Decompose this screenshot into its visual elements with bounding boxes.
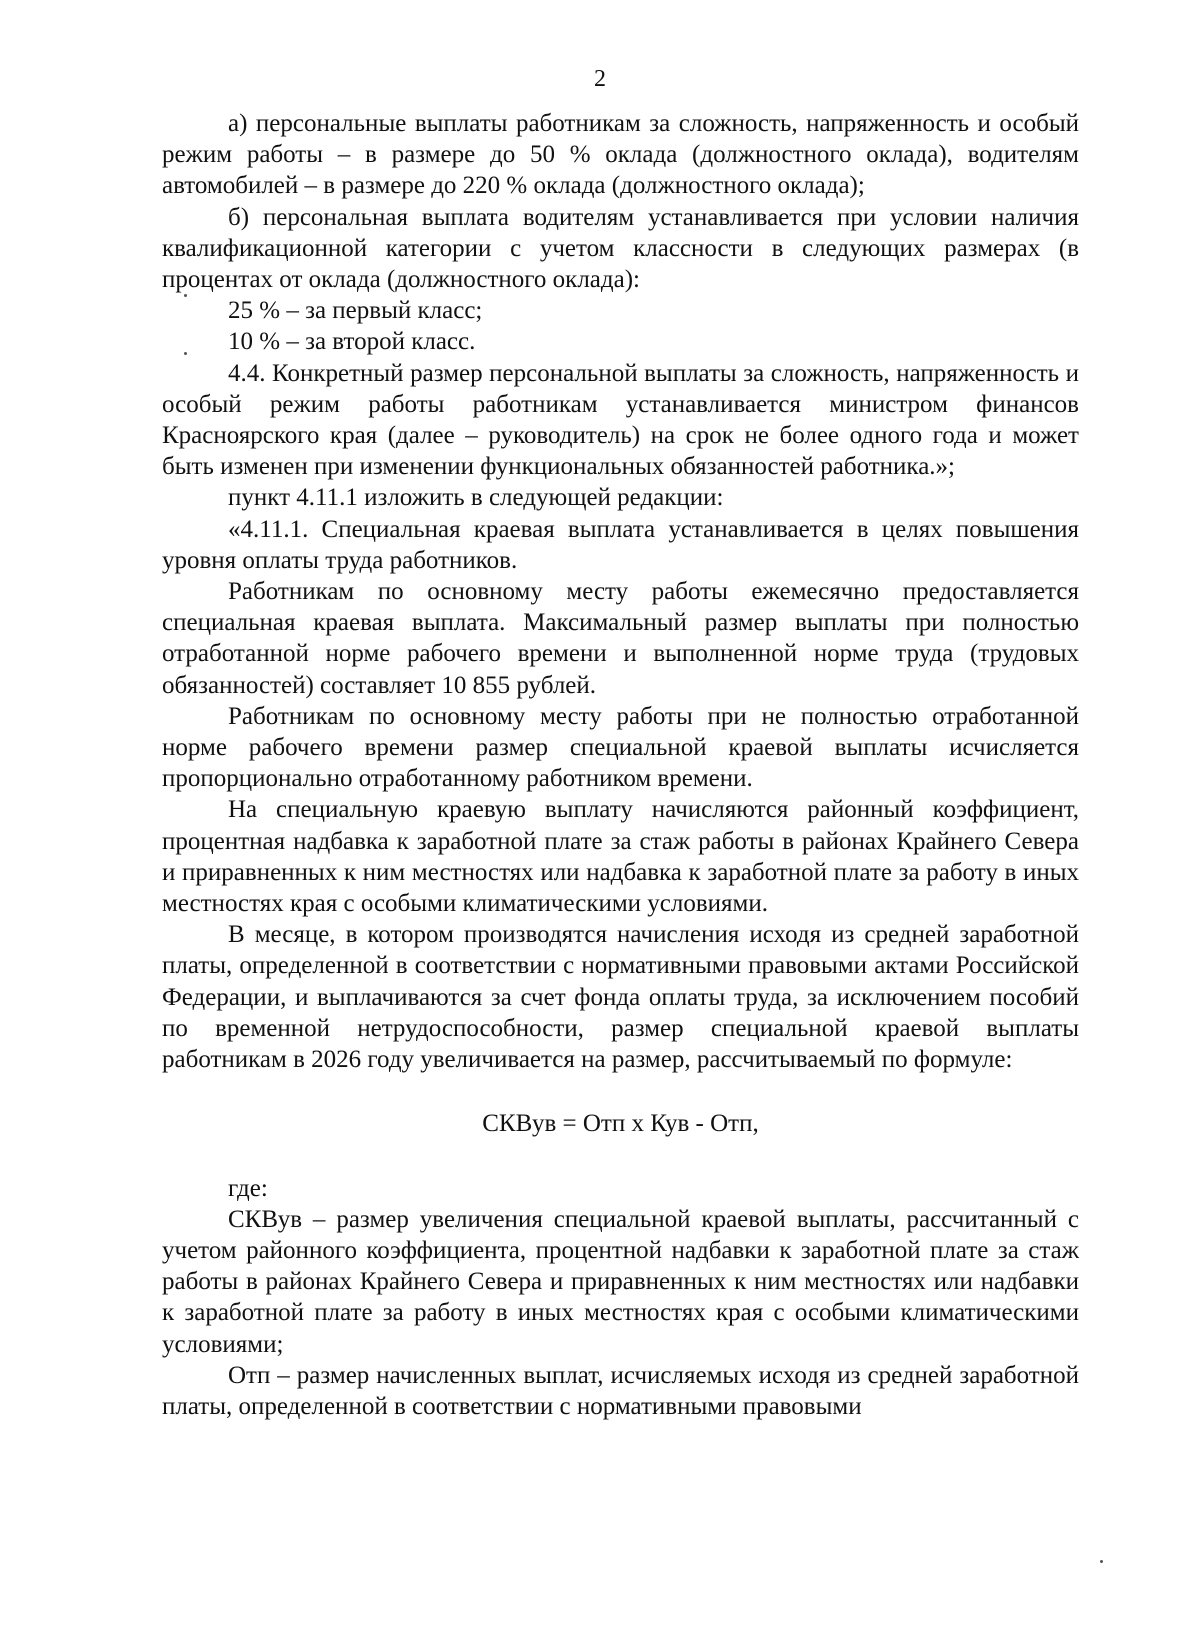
definition: СКВув – размер увеличения специальной краевой выплаты, рассчитанный с учетом районного коэффициента, процентной надбавки к заработной плате за стаж работы в районах Крайнего Севера и приравненных к ним местностях или надбавки к заработной плате за работу в иных местностях края с особыми климатическими условиями;	[162, 1205, 1079, 1358]
paragraph: 25 % – за первый класс;	[228, 297, 483, 325]
paragraph: а) персональные выплаты работникам за сложность, напряженность и особый режим работы – в размере до 50 % оклада (должностного оклада), водителям автомобилей – в размере до 220 % оклада (должностного оклада);	[162, 110, 1079, 200]
document-body	[162, 108, 1079, 1422]
scan-speck	[184, 294, 187, 297]
scan-speck	[184, 352, 187, 355]
paragraph: На специальную краевую выплату начисляются районный коэффициент, процентная надбавка к заработной плате за стаж работы в районах Крайнего Севера и приравненных к ним местностях или надбавка к заработной плате за работу в иных местностях края с особыми климатическими условиями.	[162, 796, 1079, 918]
paragraph: В месяце, в котором производятся начисления исходя из средней заработной платы, определенной в соответствии с нормативными правовыми актами Российской Федерации, и выплачиваются за счет фонда оплаты труда, за исключением пособий по временной нетрудоспособности, размер специальной краевой выплаты работникам в 2026 году увеличивается на размер, рассчитываемый по формуле:	[162, 921, 1079, 1074]
page-number: 2	[594, 66, 606, 92]
where-label: где:	[228, 1174, 268, 1202]
paragraph: пункт 4.11.1 изложить в следующей редакции:	[228, 484, 724, 512]
paragraph: Работникам по основному месту работы ежемесячно предоставляется специальная краевая выплата. Максимальный размер выплаты при полностью отработанной норме рабочего времени и выполненной норме труда (трудовых обязанностей) составляет 10 855 рублей.	[162, 578, 1079, 699]
paragraph: 10 % – за второй класс.	[228, 328, 476, 356]
formula: СКВув = Отп х Кув - Отп,	[482, 1110, 759, 1138]
scan-speck	[1100, 1560, 1103, 1563]
paragraph: б) персональная выплата водителям устанавливается при условии наличия квалификационной категории с учетом классности в следующих размерах (в процентах от оклада (должностного оклада):	[162, 203, 1079, 294]
paragraph: Работникам по основному месту работы при не полностью отработанной норме рабочего времени размер специальной краевой выплаты исчисляется пропорционально отработанному работником времени.	[162, 702, 1079, 793]
definition: Отп – размер начисленных выплат, исчисляемых исходя из средней заработной платы, определенной в соответствии с нормативными правовыми	[162, 1361, 1079, 1420]
paragraph: «4.11.1. Специальная краевая выплата устанавливается в целях повышения уровня оплаты труда работников.	[162, 515, 1079, 574]
paragraph: 4.4. Конкретный размер персональной выплаты за сложность, напряженность и особый режим работы работникам устанавливается министром финансов Красноярского края (далее – руководитель) на срок не более одного года и может быть изменен при изменении функциональных обязанностей работника.»;	[162, 359, 1079, 481]
